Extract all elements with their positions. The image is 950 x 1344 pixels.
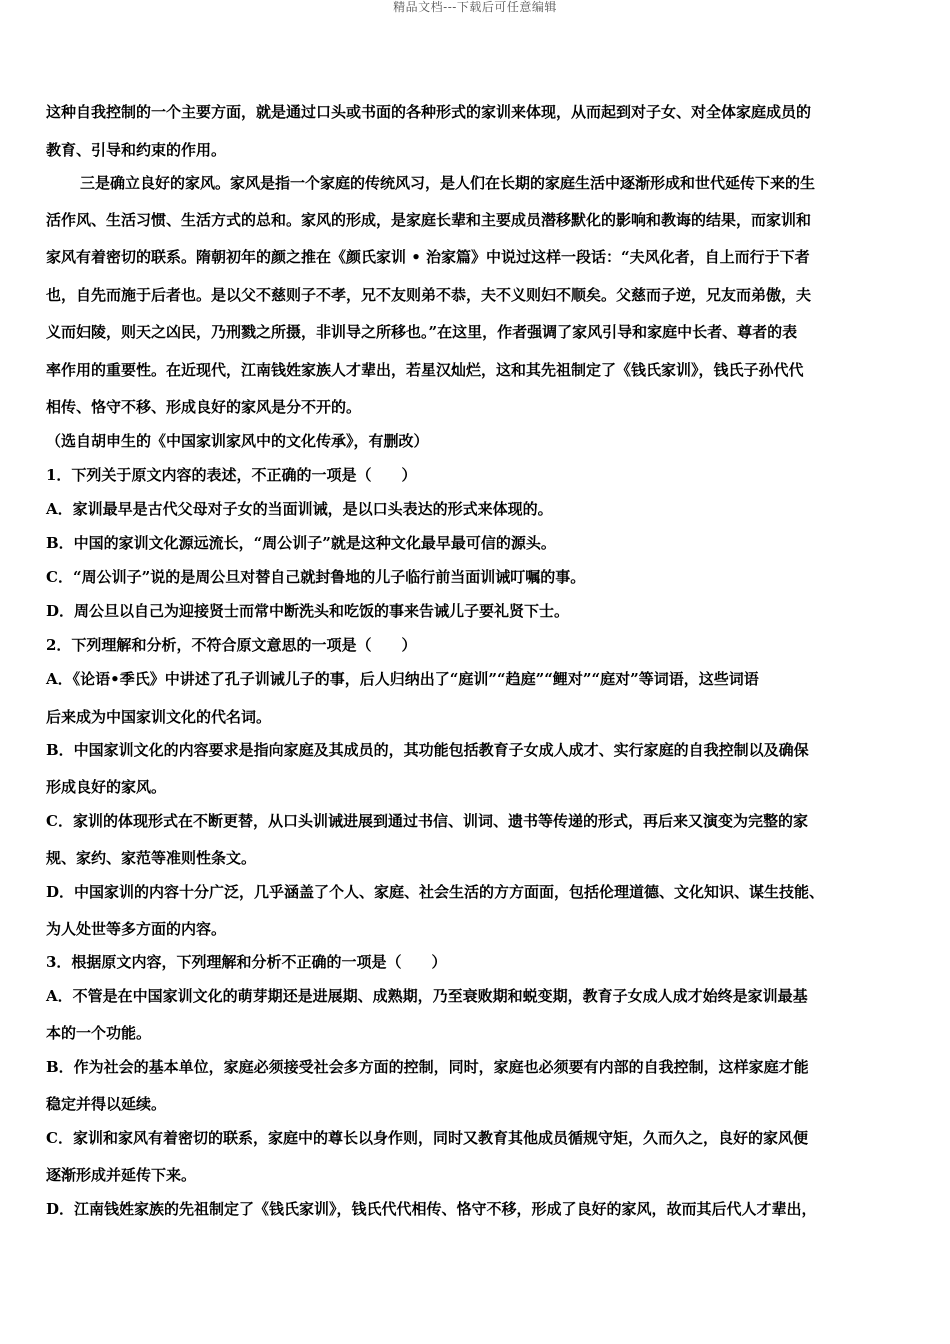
text-line: 稳定并得以延续。 [46,1095,167,1113]
text-line: C．家训和家风有着密切的联系，家庭中的尊长以身作则，同时又教育其他成员循规守矩，久而久之，良好的家风便 [46,1129,808,1147]
text-line: 活作风、生活习惯、生活方式的总和。家风的形成，是家庭长辈和主要成员潜移默化的影响和教诲的结果，而家训和 [46,211,812,229]
text-line: 后来成为中国家训文化的代名词。 [46,708,272,726]
text-line: D．中国家训的内容十分广泛，几乎涵盖了个人、家庭、社会生活的方方面面，包括伦理道德、文化知识、谋生技能、 [46,883,825,901]
text-line: 逐渐形成并延传下来。 [46,1166,197,1184]
text-line: （选自胡申生的《中国家训家风中的文化传承》，有删改） [46,432,429,450]
text-line: B．中国家训文化的内容要求是指向家庭及其成员的，其功能包括教育子女成人成才、实行家庭的自我控制以及确保 [46,741,809,759]
text-line: 这种自我控制的一个主要方面，就是通过口头或书面的各种形式的家训来体现，从而起到对子女、对全体家庭成员的 [46,103,812,121]
text-line: 率作用的重要性。在近现代，江南钱姓家族人才辈出，若星汉灿烂，这和其先祖制定了《钱氏家训》，钱氏子孙代代 [46,361,804,379]
text-line: B．中国的家训文化源远流长，“周公训子”就是这种文化最早最可信的源头。 [46,534,556,552]
text-line: 义而妇陵，则天之凶民，乃刑戮之所摄，非训导之所移也。”在这里，作者强调了家风引导和家庭中长者、尊者的表 [46,323,798,341]
text-line: 2．下列理解和分析，不符合原文意思的一项是（ ） [46,636,417,654]
text-line: 规、家约、家范等准则性条文。 [46,849,257,867]
text-line: 为人处世等多方面的内容。 [46,920,227,938]
text-line: 家风有着密切的联系。隋朝初年的颜之推在《颜氏家训 • 治家篇》中说过这样一段话：“夫风化者，自上而行于下者 [46,248,810,266]
text-line: D．江南钱姓家族的先祖制定了《钱氏家训》，钱氏代代相传、恪守不移，形成了良好的家风，故而其后代人才辈出， [46,1200,817,1218]
text-line: C．“周公训子”说的是周公旦对替自己就封鲁地的儿子临行前当面训诫叮嘱的事。 [46,568,586,586]
text-line: A．不管是在中国家训文化的萌芽期还是进展期、成熟期，乃至衰败期和蜕变期，教育子女成人成才始终是家训最基 [46,987,808,1005]
text-line: A．《论语•季氏》中讲述了孔子训诫儿子的事，后人归纳出了“庭训”“趋庭”“鲤对”“庭对”等词语，这些词语 [46,670,759,688]
text-line: 也，自先而施于后者也。是以父不慈则子不孝，兄不友则弟不恭，夫不义则妇不顺矣。父慈而子逆，兄友而弟傲，夫 [46,286,812,304]
text-line: 教育、引导和约束的作用。 [46,141,227,159]
text-line: 相传、恪守不移、形成良好的家风是分不开的。 [46,398,362,416]
page-header: 精品文档---下载后可任意编辑 [393,0,557,14]
text-line: A．家训最早是古代父母对子女的当面训诫，是以口头表达的形式来体现的。 [46,500,553,518]
text-line: 3．根据原文内容，下列理解和分析不正确的一项是（ ） [46,953,447,971]
text-line: D．周公旦以自己为迎接贤士而常中断洗头和吃饭的事来告诫儿子要礼贤下士。 [46,602,570,620]
text-line: B．作为社会的基本单位，家庭必须接受社会多方面的控制，同时，家庭也必须要有内部的自我控制，这样家庭才能 [46,1058,809,1076]
text-line: 形成良好的家风。 [46,778,167,796]
text-line: C．家训的体现形式在不断更替，从口头训诫进展到通过书信、训词、遗书等传递的形式，再后来又演变为完整的家 [46,812,808,830]
text-line: 本的一个功能。 [46,1024,152,1042]
text-line: 1．下列关于原文内容的表述，不正确的一项是（ ） [46,466,417,484]
text-line: 三是确立良好的家风。家风是指一个家庭的传统风习，是人们在长期的家庭生活中逐渐形成和世代延传下来的生 [80,174,816,192]
